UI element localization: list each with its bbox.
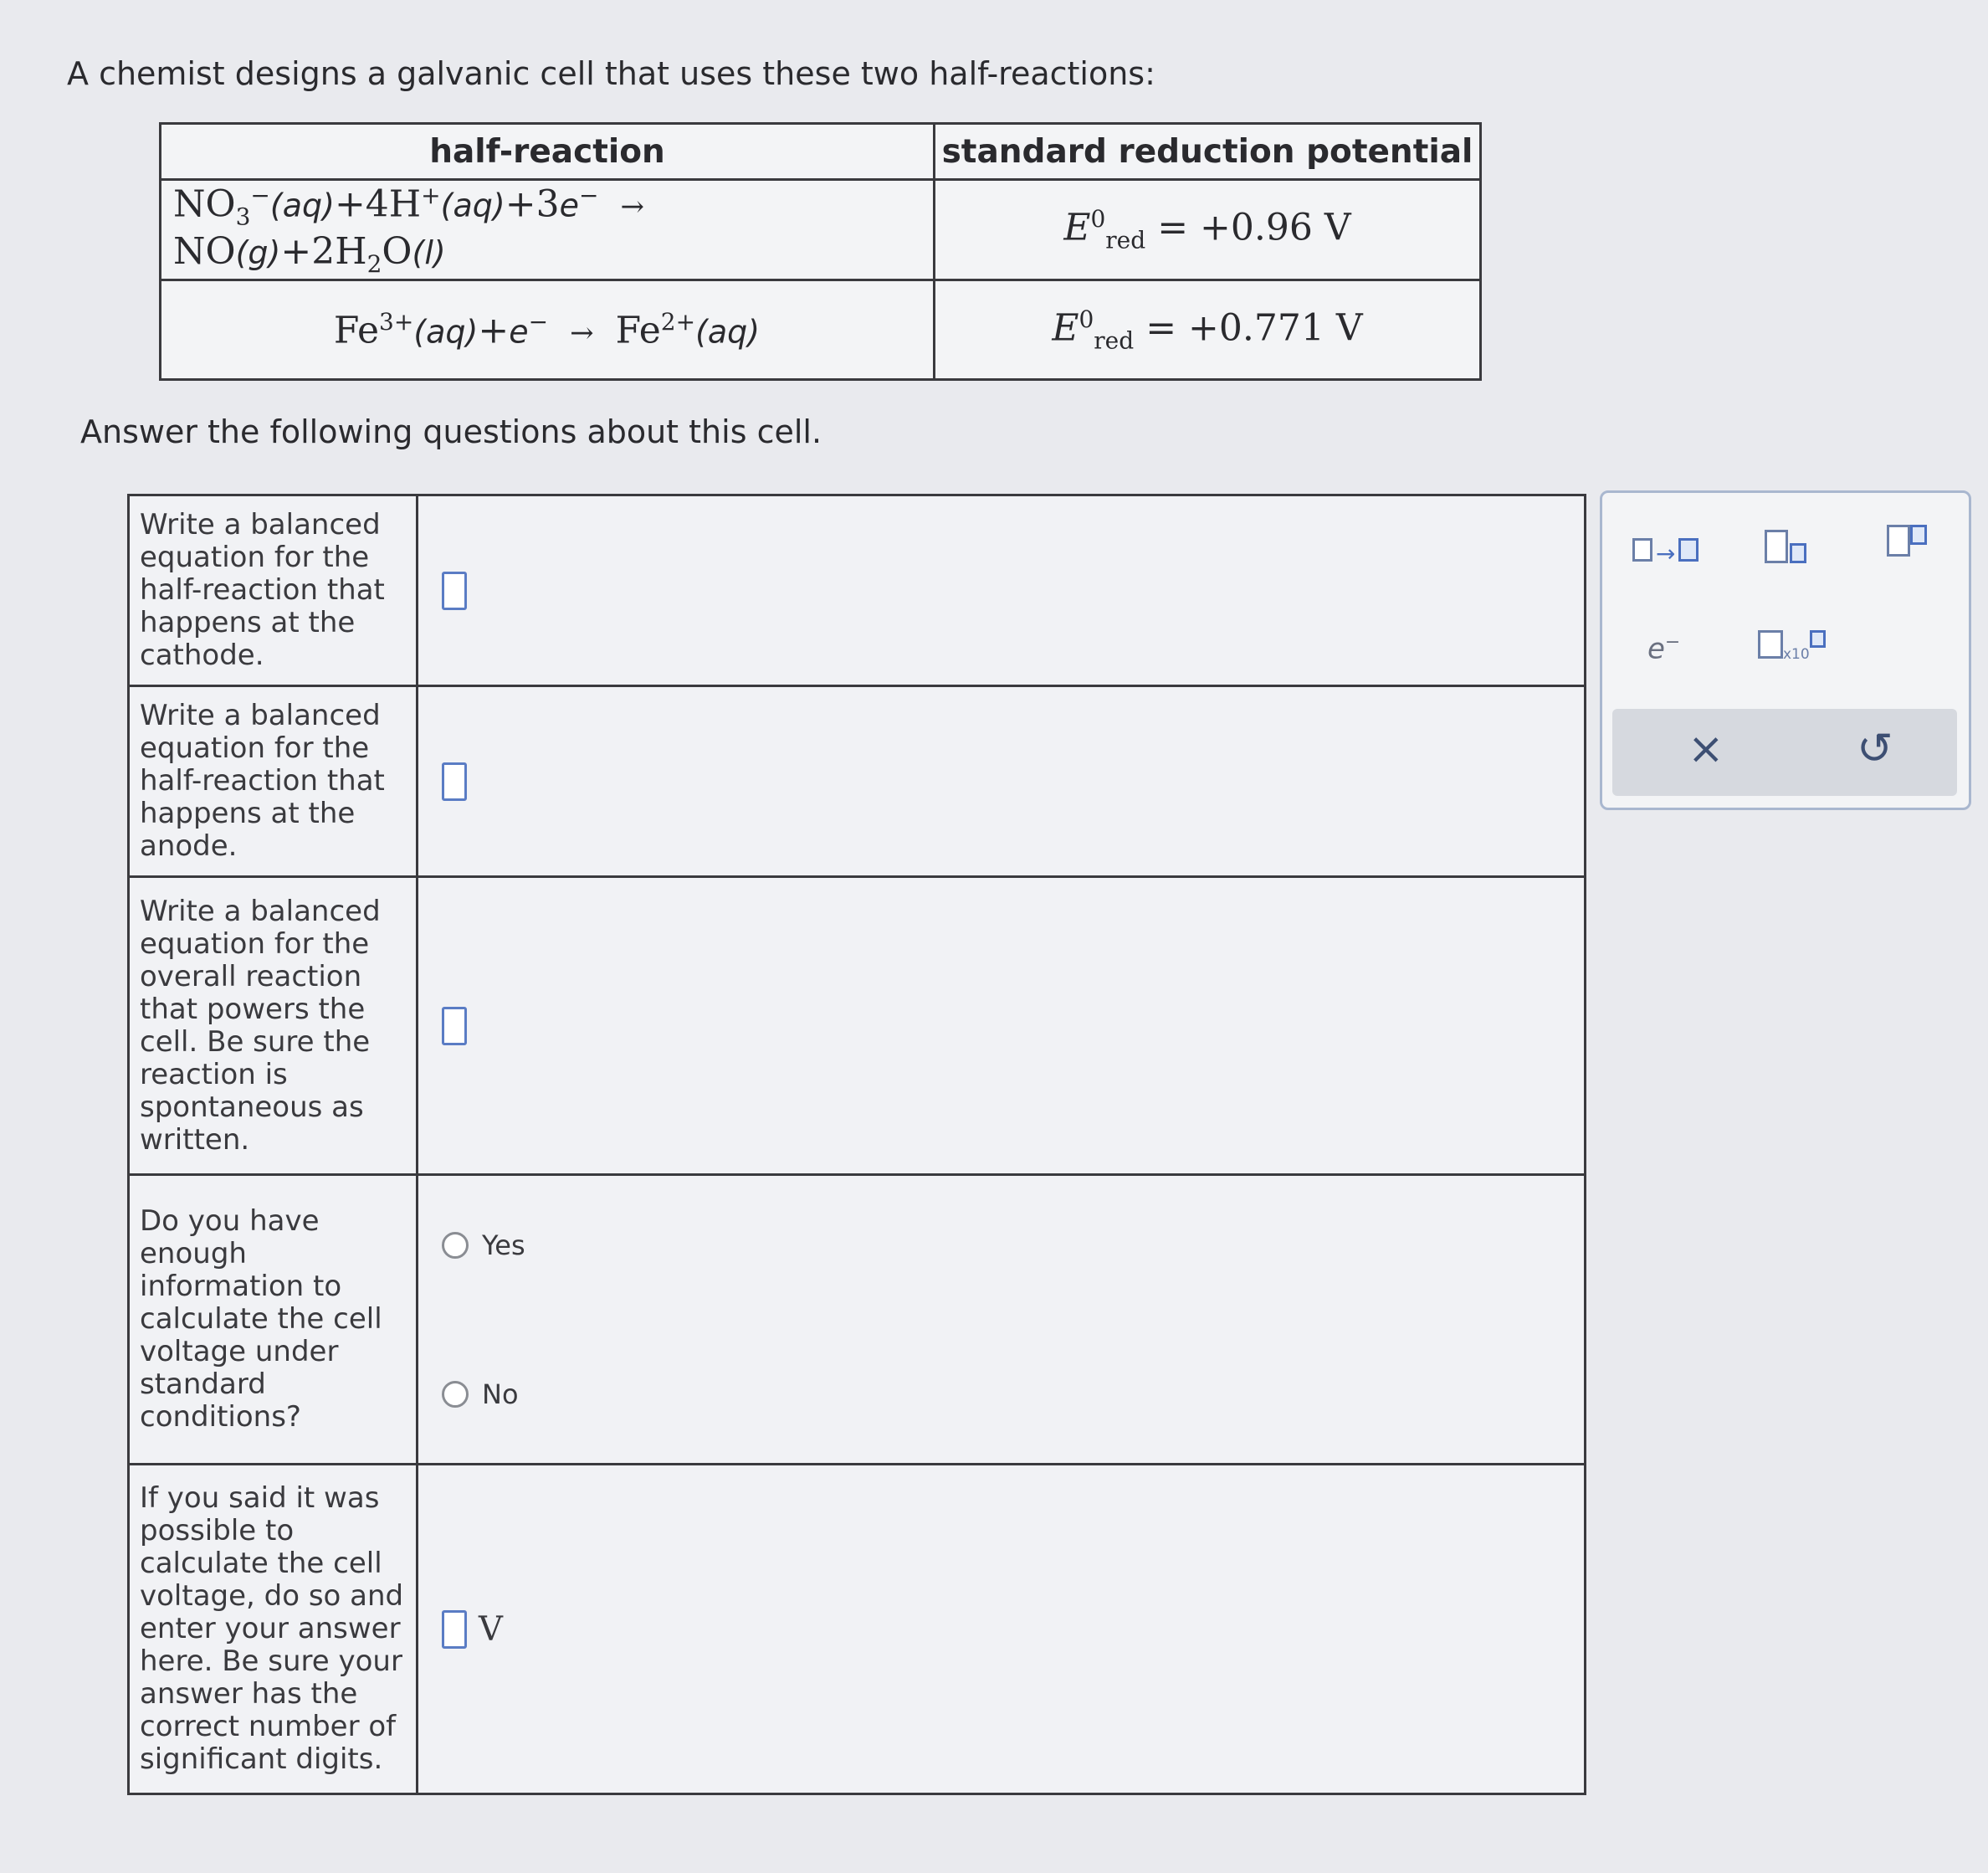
exponent-box-icon <box>1810 630 1826 648</box>
option-yes-label: Yes <box>482 1229 525 1261</box>
reaction-arrow-tool[interactable] <box>1632 538 1699 568</box>
answer-cell-enough-info <box>418 1175 1586 1465</box>
question-overall-label: Write a balanced equation for the overall reaction that powers the cell. Be sure the reaction is spontaneous as written. <box>129 877 418 1175</box>
math-tool-palette <box>1600 490 1971 810</box>
question-voltage-label: If you said it was possible to calculate the cell voltage, do so and enter your answer here. Be sure your answer has the correct number of significant digits. <box>129 1465 418 1794</box>
question-row-enough-info <box>129 1175 1586 1465</box>
question-row-voltage <box>129 1465 1586 1794</box>
half-reaction-iron: $Fe^{3+}(aq)+e^- \to Fe^{2+}(aq)$ <box>161 280 935 380</box>
half-reaction-nitrate: $NO_3^-(aq)+4H^+(aq)+3e^- \to NO(g)+2H_2O(l)$ <box>161 180 935 280</box>
electron-tool[interactable]: e− <box>1647 632 1681 666</box>
superscript-box-icon <box>1910 525 1927 545</box>
cathode-answer-input[interactable] <box>442 572 467 610</box>
radio-no[interactable] <box>442 1381 469 1408</box>
electron-icon: e <box>1647 632 1665 666</box>
header-half-reaction: half-reaction <box>161 124 935 180</box>
voltage-unit: V <box>479 1609 503 1649</box>
potential-iron: $E^0_{red} = +0.771$ V <box>935 280 1481 380</box>
subscript-tool[interactable] <box>1765 530 1806 570</box>
voltage-answer-input[interactable] <box>442 1610 467 1649</box>
potential-nitrate: $E^0_{red} = +0.96$ V <box>935 180 1481 280</box>
question-cathode-label: Write a balanced equation for the half-reaction that happens at the cathode. <box>129 495 418 686</box>
instruction-text: Answer the following questions about this cell. <box>80 413 822 450</box>
answer-cell-voltage <box>418 1465 1586 1794</box>
question-row-overall <box>129 877 1586 1175</box>
question-table <box>127 494 1586 1795</box>
box-icon <box>1678 538 1699 562</box>
question-row-anode <box>129 686 1586 877</box>
question-anode-label: Write a balanced equation for the half-reaction that happens at the anode. <box>129 686 418 877</box>
option-no[interactable] <box>442 1378 1583 1410</box>
box-icon <box>1887 525 1910 557</box>
box-icon <box>1758 630 1783 659</box>
answer-cell-cathode <box>418 495 1586 686</box>
question-enough-info-label: Do you have enough information to calculate the cell voltage under standard conditions? <box>129 1175 418 1465</box>
scientific-notation-tool[interactable]: x10 <box>1758 630 1826 665</box>
reaction-row-iron <box>161 280 1481 380</box>
option-no-label: No <box>482 1378 519 1410</box>
box-icon <box>1765 530 1788 563</box>
answer-cell-anode <box>418 686 1586 877</box>
undo-icon[interactable]: ↺ <box>1857 724 1893 774</box>
intro-text: A chemist designs a galvanic cell that uses these two half-reactions: <box>67 55 1155 92</box>
palette-action-bar <box>1612 709 1957 796</box>
answer-cell-overall <box>418 877 1586 1175</box>
clear-icon[interactable]: × <box>1688 724 1724 774</box>
reaction-arrow-icon: → <box>620 190 644 224</box>
reaction-arrow-icon: → <box>570 316 594 351</box>
question-row-cathode <box>129 495 1586 686</box>
anode-answer-input[interactable] <box>442 762 467 801</box>
subscript-box-icon <box>1790 543 1806 563</box>
box-icon <box>1632 538 1652 562</box>
radio-yes[interactable] <box>442 1232 469 1259</box>
superscript-tool[interactable] <box>1887 525 1927 557</box>
overall-answer-input[interactable] <box>442 1007 467 1045</box>
arrow-icon: → <box>1656 540 1676 567</box>
option-yes[interactable] <box>442 1229 1583 1261</box>
header-potential: standard reduction potential <box>935 124 1481 180</box>
half-reaction-table <box>159 122 1482 381</box>
reaction-row-nitrate <box>161 180 1481 280</box>
